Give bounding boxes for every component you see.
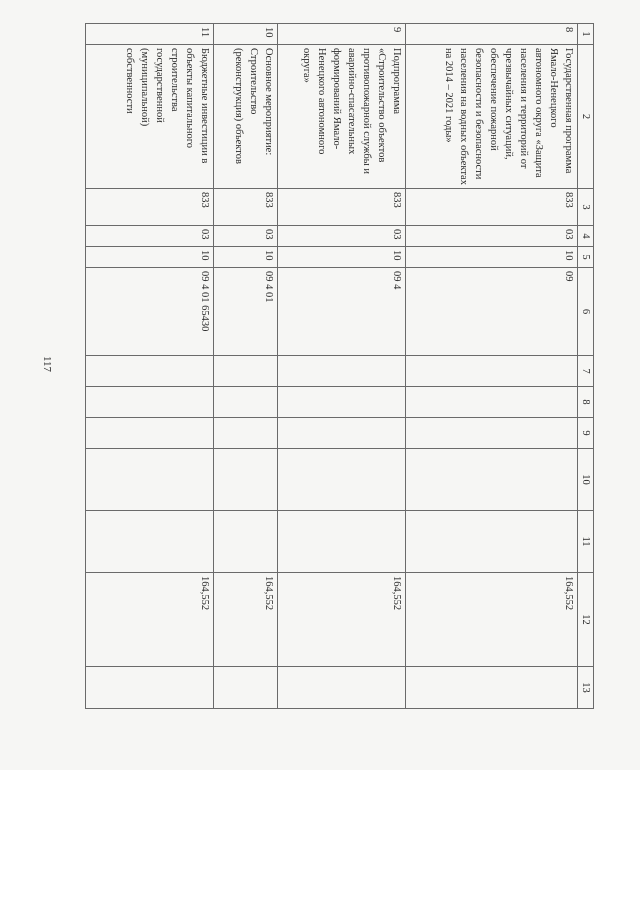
row-number: 10 — [214, 24, 278, 45]
row-rz: 03 — [406, 226, 578, 247]
page-number: 117 — [41, 355, 53, 373]
row-csr: 09 4 — [278, 268, 406, 356]
header-col-4: 4 — [578, 226, 594, 247]
header-col-3: 3 — [578, 189, 594, 226]
row-amount: 164,552 — [278, 573, 406, 667]
table-row — [278, 24, 406, 709]
row-name: Государственная программа Ямало-Ненецкого автономного округа «Защита населения и территорий от чрезвычайных ситуаций, обеспечение пожарной безопасности и безопасности населения на водных объектах на 2014 – 2021 годы» — [406, 45, 578, 189]
row-col-9 — [214, 418, 278, 449]
header-col-7: 7 — [578, 356, 594, 387]
row-csr: 09 4 01 — [214, 268, 278, 356]
row-col-8 — [406, 387, 578, 418]
table-row — [214, 24, 278, 709]
row-col-11 — [278, 511, 406, 573]
row-rz: 03 — [214, 226, 278, 247]
row-rz: 03 — [278, 226, 406, 247]
header-row — [578, 24, 594, 709]
row-col-9 — [86, 418, 214, 449]
row-col-9 — [406, 418, 578, 449]
row-rz: 03 — [86, 226, 214, 247]
row-col-8 — [86, 387, 214, 418]
row-pr: 10 — [278, 247, 406, 268]
row-col-13 — [278, 667, 406, 709]
row-pr: 10 — [86, 247, 214, 268]
row-col-7 — [406, 356, 578, 387]
header-col-1: 1 — [578, 24, 594, 45]
row-col-13 — [406, 667, 578, 709]
row-col-11 — [214, 511, 278, 573]
row-code: 833 — [86, 189, 214, 226]
row-col-10 — [406, 449, 578, 511]
header-col-13: 13 — [578, 667, 594, 709]
row-col-7 — [278, 356, 406, 387]
row-name: Бюджетные инвестиции в объекты капитального строительства государственной (муниципальной) собственности — [86, 45, 214, 189]
row-name: Подпрограмма «Строительство объектов противопожарной службы и аварийно-спасательных формирований Ямало-Ненецкого автономного округа» — [278, 45, 406, 189]
row-amount: 164,552 — [214, 573, 278, 667]
header-col-8: 8 — [578, 387, 594, 418]
header-col-6: 6 — [578, 268, 594, 356]
table-row — [406, 24, 578, 709]
row-number: 11 — [86, 24, 214, 45]
row-col-7 — [86, 356, 214, 387]
row-pr: 10 — [214, 247, 278, 268]
header-col-9: 9 — [578, 418, 594, 449]
row-col-11 — [86, 511, 214, 573]
row-amount: 164,552 — [86, 573, 214, 667]
row-col-10 — [214, 449, 278, 511]
header-col-11: 11 — [578, 511, 594, 573]
budget-table — [85, 23, 594, 709]
row-code: 833 — [406, 189, 578, 226]
row-col-7 — [214, 356, 278, 387]
row-col-13 — [86, 667, 214, 709]
row-csr: 09 — [406, 268, 578, 356]
header-col-12: 12 — [578, 573, 594, 667]
row-col-10 — [278, 449, 406, 511]
header-col-10: 10 — [578, 449, 594, 511]
header-col-5: 5 — [578, 247, 594, 268]
row-col-8 — [278, 387, 406, 418]
table-row — [86, 24, 214, 709]
row-pr: 10 — [406, 247, 578, 268]
row-number: 8 — [406, 24, 578, 45]
rotated-table-container — [89, 23, 594, 708]
header-col-2: 2 — [578, 45, 594, 189]
row-name: Основное мероприятие: Строительство (реконструкция) объектов — [214, 45, 278, 189]
row-csr: 09 4 01 65430 — [86, 268, 214, 356]
row-col-9 — [278, 418, 406, 449]
row-col-10 — [86, 449, 214, 511]
row-number: 9 — [278, 24, 406, 45]
row-code: 833 — [214, 189, 278, 226]
row-code: 833 — [278, 189, 406, 226]
row-col-11 — [406, 511, 578, 573]
row-col-8 — [214, 387, 278, 418]
row-amount: 164,552 — [406, 573, 578, 667]
row-col-13 — [214, 667, 278, 709]
